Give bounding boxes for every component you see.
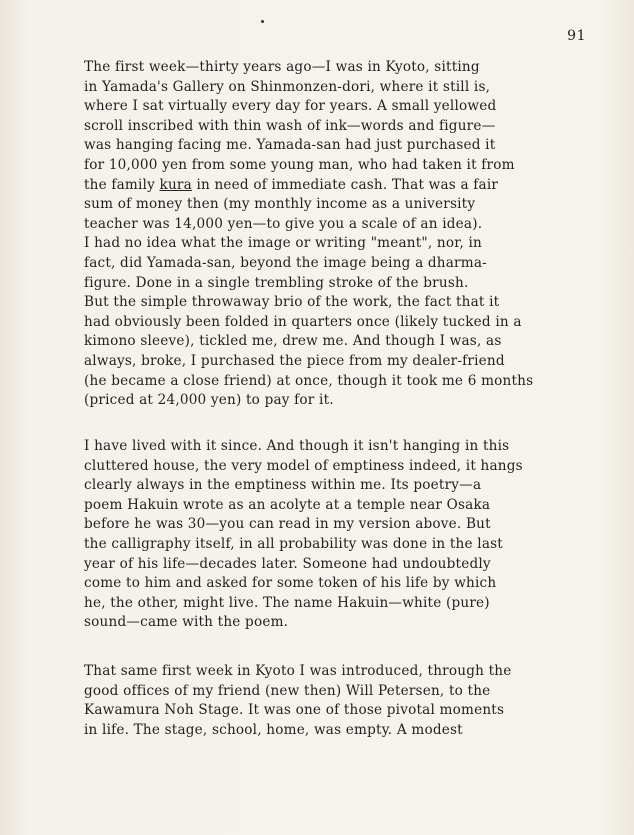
paragraph-2 [84, 437, 614, 633]
text-line: That same first week in Kyoto I was introduced, through the [84, 663, 512, 679]
text-line: cluttered house, the very model of emptiness indeed, it hangs [84, 457, 523, 474]
text-line: But the simple throwaway brio of the work, the fact that it [84, 294, 500, 311]
text-line: (he became a close friend) at once, though it took me 6 months [84, 372, 534, 389]
text-line: in life. The stage, school, home, was empty. A modest [84, 721, 463, 738]
text-line: figure. Done in a single trembling stroke of the brush. [84, 274, 469, 291]
text-line: poem Hakuin wrote as an acolyte at a temple near Osaka [84, 496, 491, 513]
text-line: clearly always in the emptiness within me. Its poetry—a [84, 477, 482, 494]
text-line: in Yamada's Gallery on Shinmonzen-dori, where it still is, [84, 78, 491, 95]
underlined-word: kura [159, 176, 192, 193]
text-line: I have lived with it since. And though it isn't hanging in this [84, 438, 510, 454]
text-line: was hanging facing me. Yamada-san had just purchased it [84, 137, 496, 154]
text-line: sound—came with the poem. [84, 614, 289, 631]
paragraph-3 [84, 662, 614, 740]
text-line: he, the other, might live. The name Hakuin—white (pure) [84, 594, 490, 611]
text-line: before he was 30—you can read in my version above. But [84, 516, 491, 533]
text-line: good offices of my friend (new then) Will Petersen, to the [84, 682, 491, 699]
text-line: the calligraphy itself, in all probability was done in the last [84, 535, 503, 552]
page-number: 91 [567, 28, 586, 44]
text-line: The first week—thirty years ago—I was in Kyoto, sitting [84, 59, 480, 75]
text-line: had obviously been folded in quarters once (likely tucked in a [84, 313, 522, 330]
text-line: (priced at 24,000 yen) to pay for it. [84, 392, 334, 409]
text-line: Kawamura Noh Stage. It was one of those pivotal moments [84, 702, 505, 719]
text-segment: in need of immediate cash. That was a fair [191, 176, 499, 193]
text-line: sum of money then (my monthly income as a university [84, 196, 476, 213]
text-segment: the family [84, 176, 160, 193]
text-line: year of his life—decades later. Someone had undoubtedly [84, 555, 491, 572]
text-line [84, 176, 614, 196]
text-line: scroll inscribed with thin wash of ink—words and figure— [84, 117, 496, 134]
speck [261, 20, 264, 23]
paragraph-1 [84, 58, 614, 411]
text-line: always, broke, I purchased the piece from my dealer-friend [84, 352, 505, 369]
text-line: I had no idea what the image or writing "meant", nor, in [84, 235, 482, 252]
text-line: for 10,000 yen from some young man, who had taken it from [84, 156, 515, 173]
text-line: teacher was 14,000 yen—to give you a scale of an idea). [84, 215, 483, 232]
text-line: fact, did Yamada-san, beyond the image being a dharma- [84, 254, 487, 271]
text-line: kimono sleeve), tickled me, drew me. And though I was, as [84, 333, 502, 350]
text-line: where I sat virtually every day for years. A small yellowed [84, 98, 497, 115]
text-line: come to him and asked for some token of his life by which [84, 575, 497, 592]
